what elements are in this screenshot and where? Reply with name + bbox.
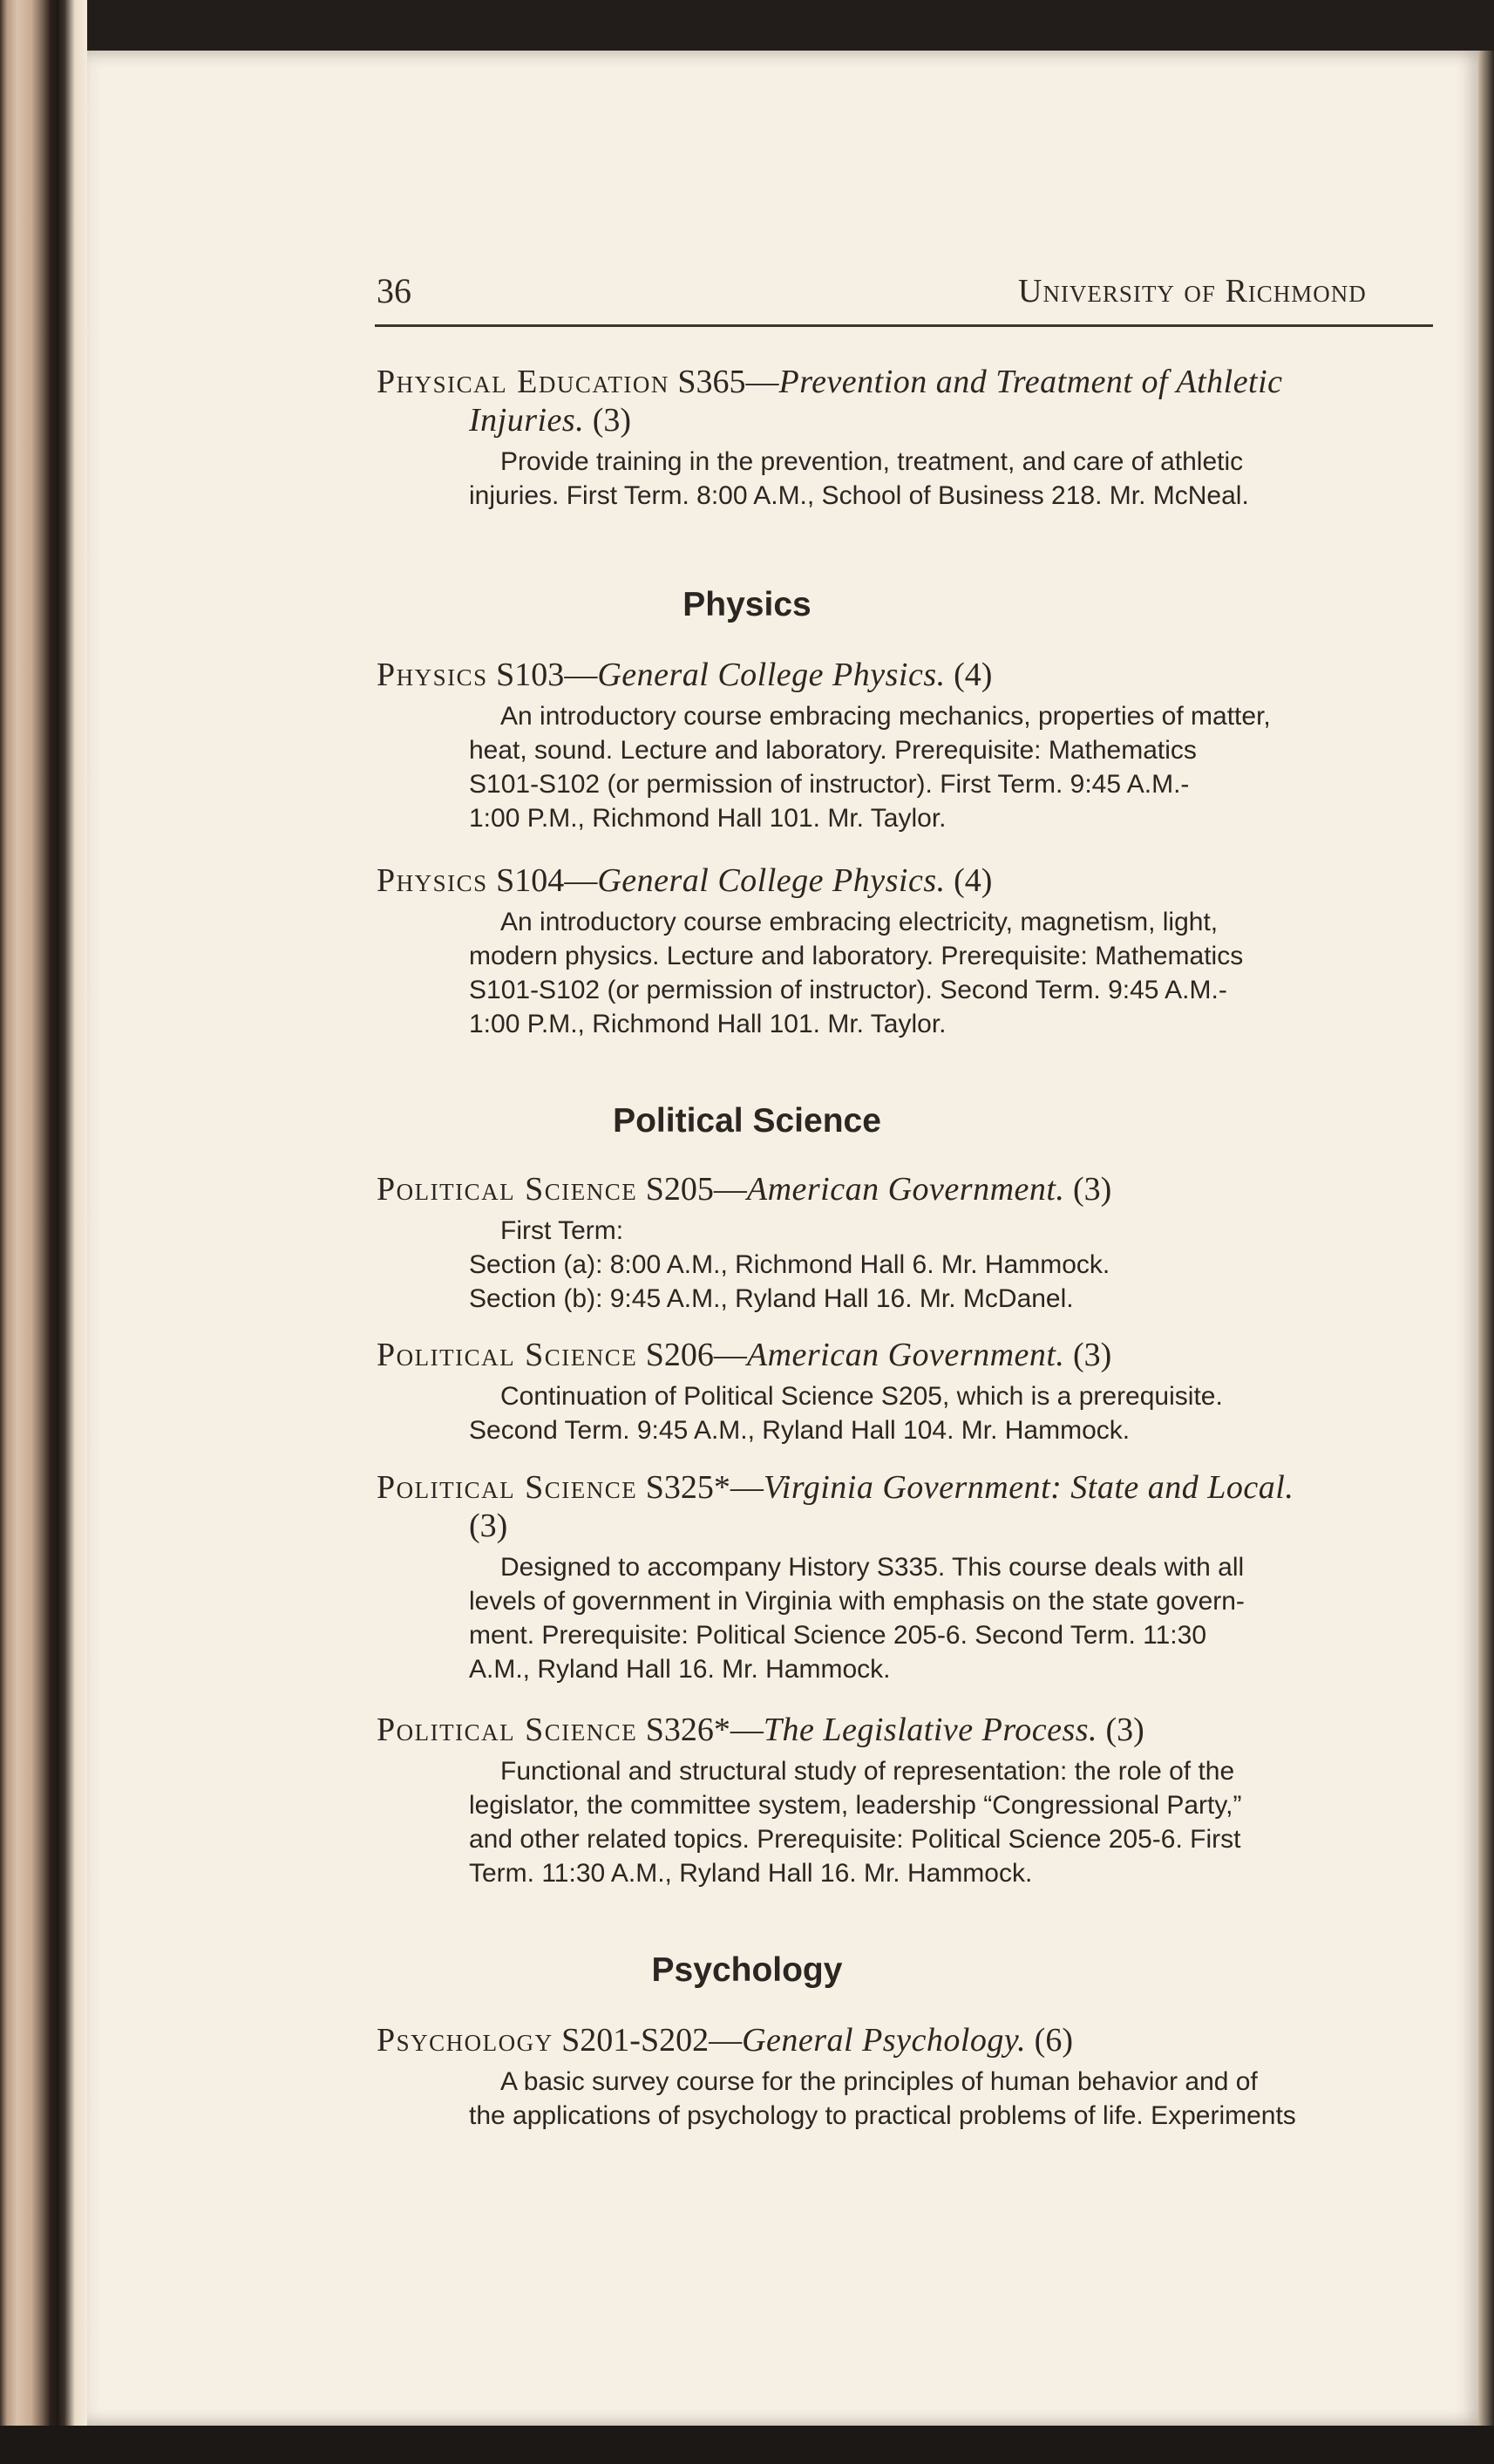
course-entry (377, 1170, 1447, 1316)
section-heading-political-science: Political Science (613, 1102, 881, 1140)
description-line: First Term: (500, 1216, 624, 1245)
course-description (377, 905, 1447, 1041)
header-rule (375, 324, 1433, 327)
course-title: American Government. (746, 1171, 1065, 1208)
course-credits: (4) (954, 657, 993, 693)
course-title: General College Physics. (597, 657, 946, 693)
course-entry (377, 1336, 1447, 1447)
course-title: General Psychology. (742, 2022, 1027, 2059)
course-title: American Government. (746, 1337, 1065, 1373)
course-credits: (3) (1072, 1171, 1112, 1208)
page-number: 36 (377, 271, 411, 310)
description-line: modern physics. Lecture and laboratory. Prerequisite: Mathematics (469, 942, 1244, 970)
description-line: Designed to accompany History S335. This course deals with all (500, 1553, 1245, 1582)
description-line: injuries. First Term. 8:00 A.M., School of Business 218. Mr. McNeal. (469, 481, 1249, 510)
course-credits: (3) (469, 1508, 508, 1544)
course-entry (377, 1711, 1447, 1890)
course-description (377, 1214, 1447, 1316)
course-department: Physics (377, 657, 488, 693)
course-department: Political Science (377, 1337, 638, 1373)
description-line: heat, sound. Lecture and laboratory. Prerequisite: Mathematics (469, 736, 1197, 765)
section-heading-physics: Physics (682, 586, 812, 623)
course-title-line: Physics S104—General College Physics. (4) (377, 862, 993, 899)
course-title-continued: Injuries. (469, 402, 585, 439)
course-entry (377, 861, 1447, 1041)
course-entry (377, 656, 1447, 835)
course-title-line: Political Science S326*—The Legislative Process. (3) (377, 1712, 1144, 1748)
course-number: S103 (496, 657, 565, 693)
course-number: S326* (645, 1712, 730, 1748)
course-description (377, 2065, 1447, 2133)
course-credits: (3) (1105, 1712, 1144, 1748)
course-title-line: Political Science S206—American Government. (3) (377, 1337, 1112, 1373)
description-line: S101-S102 (or permission of instructor). Second Term. 9:45 A.M.- (469, 976, 1227, 1004)
description-line: An introductory course embracing electricity, magnetism, light, (500, 908, 1219, 936)
description-line: A basic survey course for the principles of human behavior and of (500, 2067, 1258, 2096)
description-line: S101-S102 (or permission of instructor). First Term. 9:45 A.M.- (469, 770, 1190, 799)
description-line: ment. Prerequisite: Political Science 205-6. Second Term. 11:30 (469, 1621, 1207, 1650)
description-line: and other related topics. Prerequisite: Political Science 205-6. First (469, 1825, 1241, 1854)
course-title-line: Political Science S205—American Government. (3) (377, 1171, 1112, 1208)
course-number: S104 (496, 862, 565, 899)
description-line: Second Term. 9:45 A.M., Ryland Hall 104. Mr. Hammock. (469, 1416, 1131, 1445)
description-line: legislator, the committee system, leadership “Congressional Party,” (469, 1791, 1242, 1820)
page-right-edge (1478, 51, 1494, 2426)
course-title: The Legislative Process. (763, 1712, 1098, 1748)
description-line: 1:00 P.M., Richmond Hall 101. Mr. Taylor. (469, 804, 947, 833)
description-line: An introductory course embracing mechanics, properties of matter, (500, 702, 1271, 731)
course-description (377, 1379, 1447, 1447)
course-title: General College Physics. (597, 862, 946, 899)
course-credits: (3) (1072, 1337, 1112, 1373)
course-description (377, 699, 1447, 835)
course-entry (377, 1468, 1447, 1686)
course-description (377, 445, 1447, 513)
description-line: Section (b): 9:45 A.M., Ryland Hall 16. Mr. McDanel. (469, 1284, 1074, 1313)
course-description (377, 1754, 1447, 1890)
course-department: Physics (377, 862, 488, 899)
course-credits: (3) (592, 402, 632, 439)
course-title-line: Psychology S201-S202—General Psychology. (6) (377, 2022, 1073, 2059)
course-title: Prevention and Treatment of Athletic (778, 364, 1283, 400)
course-number: S201-S202 (561, 2022, 710, 2059)
course-description (377, 1550, 1447, 1686)
course-department: Political Science (377, 1712, 638, 1748)
running-title: University of Richmond (1018, 273, 1367, 310)
description-line: Provide training in the prevention, treatment, and care of athletic (500, 447, 1244, 476)
description-line: 1:00 P.M., Richmond Hall 101. Mr. Taylor. (469, 1010, 947, 1038)
course-department: Psychology (377, 2022, 553, 2059)
course-title-line: Political Science S325*—Virginia Government: State and Local. (3) (377, 1469, 1294, 1544)
book-spine (0, 0, 87, 2464)
course-entry (377, 363, 1447, 513)
description-line: Term. 11:30 A.M., Ryland Hall 16. Mr. Hammock. (469, 1859, 1033, 1888)
course-department: Political Science (377, 1171, 638, 1208)
course-credits: (6) (1034, 2022, 1073, 2059)
description-line: Section (a): 8:00 A.M., Richmond Hall 6. Mr. Hammock. (469, 1250, 1110, 1279)
description-line: the applications of psychology to practical problems of life. Experiments (469, 2101, 1296, 2130)
course-title-line: Physical Education S365—Prevention and Treatment of Athletic Injuries. (3) (377, 364, 1283, 439)
course-entry (377, 2021, 1447, 2133)
section-heading-psychology: Psychology (651, 1951, 843, 1989)
course-title-line: Physics S103—General College Physics. (4) (377, 657, 993, 693)
description-line: levels of government in Virginia with emphasis on the state govern- (469, 1587, 1245, 1616)
course-title: Virginia Government: State and Local. (763, 1469, 1294, 1506)
description-line: Functional and structural study of representation: the role of the (500, 1757, 1235, 1786)
course-number: S365 (677, 364, 746, 400)
description-line: A.M., Ryland Hall 16. Mr. Hammock. (469, 1655, 891, 1684)
scan-bottom-border (0, 2426, 1494, 2464)
scan-top-border (0, 0, 1494, 51)
course-number: S205 (645, 1171, 714, 1208)
description-line: Continuation of Political Science S205, which is a prerequisite. (500, 1382, 1223, 1411)
course-number: S206 (645, 1337, 714, 1373)
course-number: S325* (645, 1469, 730, 1506)
course-department: Political Science (377, 1469, 638, 1506)
course-department: Physical Education (377, 364, 669, 400)
course-credits: (4) (954, 862, 993, 899)
